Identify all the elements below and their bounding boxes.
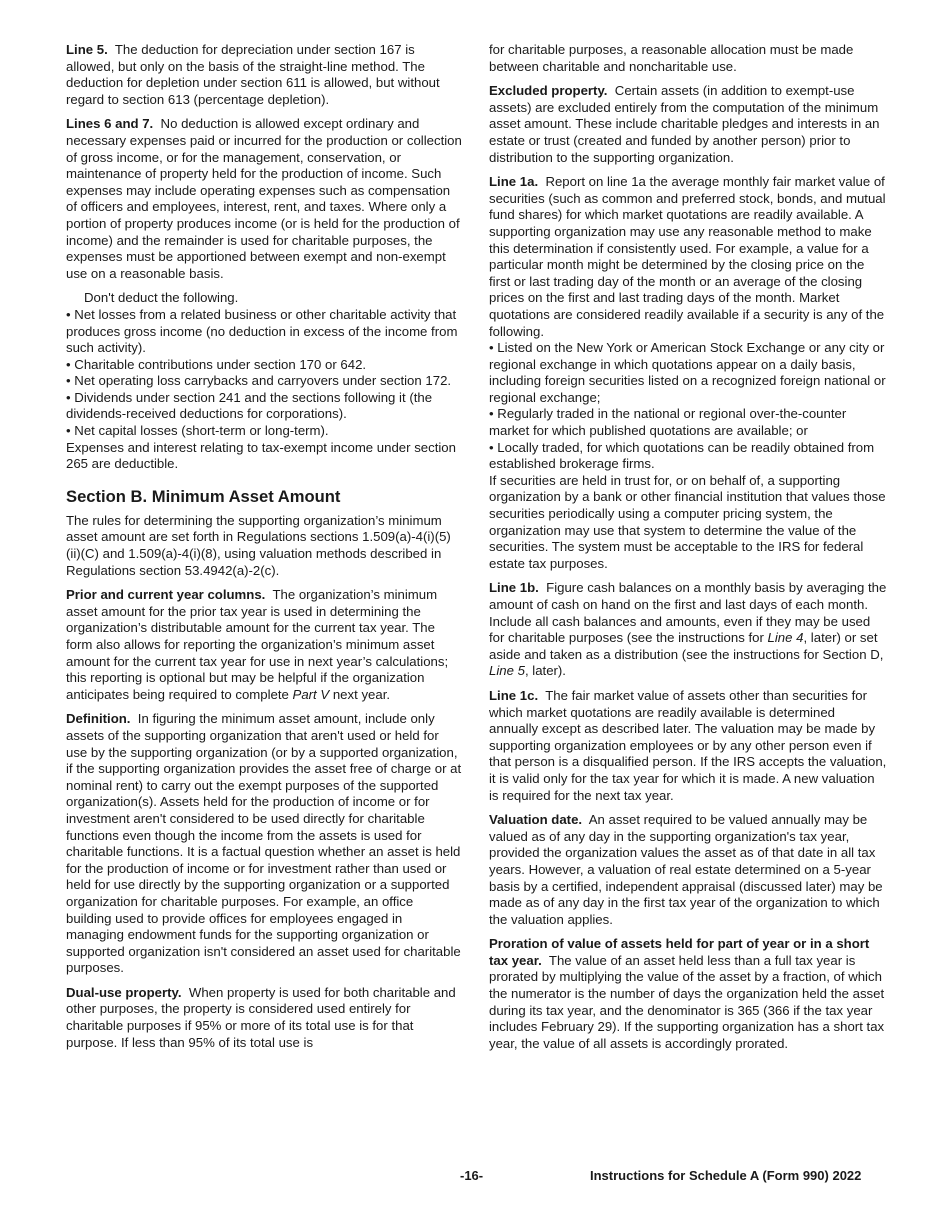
list-item: • Listed on the New York or American Stock Exchange or any city or regional exchange in which quotations appear on a daily basis, including foreign securities listed on a recognized foreign national or regional exchange;	[489, 340, 886, 405]
lines67-paragraph	[66, 116, 462, 282]
list-item: • Dividends under section 241 and the sections following it (the dividends-received deductions for corporations).	[66, 389, 433, 422]
line5-text: The deduction for depreciation under section 167 is allowed, but only on the basis of the straight-line method. The deduction for depletion under section 611 is allowed, but without regard to section 613 (percentage depletion).	[66, 42, 440, 107]
document-title-footer: Instructions for Schedule A (Form 990) 2022	[590, 1168, 862, 1183]
bullet-text: Regularly traded in the national or regional over-the-counter market for which published quotations are available; or	[489, 406, 847, 439]
line4-reference: Line 4	[767, 630, 804, 646]
line1c-heading: Line 1c.	[489, 687, 539, 703]
prior-current-text-end: next year.	[329, 686, 391, 702]
trust-note: If securities are held in trust for, or on behalf of, a supporting organization by a bank or other financial institution that values those securities periodically using a computer pricing system, the organization may use that system to determine the value of the securities. The system must be acceptable to the IRS for federal estate tax purposes.	[489, 472, 886, 571]
lines67-text: No deduction is allowed except ordinary and necessary expenses paid or incurred for the production or collection of gross income, or for the management, conservation, or maintenance of property held for the production of income. Such expenses may include operating expenses such as compensation of officers and employees, interest, rent, and taxes. Where only a portion of property produces income (or is held for the production of income) and the remainder is used for charitable purposes, the expenses must be apportioned between exempt and non-exempt use on a reasonable basis.	[66, 116, 462, 281]
line1b-text-end: , later).	[524, 663, 566, 679]
expenses-note: Expenses and interest relating to tax-exempt income under section 265 are deductible.	[66, 439, 456, 472]
continuation-paragraph: for charitable purposes, a reasonable allocation must be made between charitable and noncharitable use.	[489, 42, 854, 74]
proration-heading: Proration of value of assets held for part of year or in a short tax year.	[489, 936, 870, 968]
dual-use-text: When property is used for both charitable and other purposes, the property is considered used entirely for charitable purposes if 95% or more of its total use is for that purpose. If less than 95% of its total use is	[66, 984, 456, 1050]
definition-paragraph	[66, 711, 462, 977]
line1a-text: Report on line 1a the average monthly fair market value of securities (such as common and preferred stock, bonds, and mutual fund shares) for which market quotations are readily available. A supporting organization may use any reasonable method to make this determination if consistently used. For example, a value for a particular month might be determined by the closing price on the first or last trading day of the month or an average of the closing prices on the first and last trading days of the month. Market quotations are considered readily available if a security is any of the following.	[489, 174, 886, 339]
dual-use-heading: Dual-use property.	[66, 984, 182, 1000]
line1a-paragraph	[489, 174, 887, 340]
dont-deduct-intro: Don't deduct the following.	[84, 290, 239, 306]
valuation-date-text: An asset required to be valued annually may be valued as of any day in the supporting organization's tax year, provided the organization values the asset as of that date in all tax years. However, a valuation of real estate determined on a 5-year basis by a certified, independent appraisal (discussed later) may be made as of any day in the first tax year of the organization to which the valuation applies.	[489, 812, 883, 927]
section-b-title: Section B. Minimum Asset Amount	[66, 486, 341, 506]
line1c-text: The fair market value of assets other than securities for which market quotations are readily available is determined annually except as described later. The valuation may be made by supporting organization employees or by any other person even if that person is a disqualified person. If the IRS accepts the valuation, it is valid only for the tax year for which it is made. A new valuation is required for the next tax year.	[489, 687, 887, 803]
list-item: • Charitable contributions under section 170 or 642.	[66, 356, 367, 372]
proration-paragraph	[489, 936, 887, 1052]
line1a-heading: Line 1a.	[489, 174, 539, 190]
definition-text: In figuring the minimum asset amount, include only assets of the supporting organization that aren't used or held for use by the supporting organization (or by a supported organization, if the supporting organization provides the asset free of charge or at nominal rent) to carry out the exempt purposes of the supported organization(s). Assets held for the production of income or for investment aren't considered to be used directly for charitable functions even though the income from the assets is used for charitable functions. It is a factual question whether an asset is held for the production of income or for investment rather than used or held for use directly by the supporting organization or a supported organization for charitable purposes. For example, an office building used to provide offices for employees engaged in managing endowment funds for the supporting organization or supported organization isn't considered an asset used for charitable purposes.	[66, 711, 462, 976]
right-column	[489, 42, 887, 1060]
bullet-text: Charitable contributions under section 170 or 642.	[74, 356, 367, 372]
page-number: -16-	[460, 1168, 484, 1183]
line1b-paragraph	[489, 580, 887, 680]
valuation-date-heading: Valuation date.	[489, 812, 583, 828]
prior-current-heading: Prior and current year columns.	[66, 587, 266, 603]
list-item: • Locally traded, for which quotations can be readily obtained from established brokerage firms.	[489, 439, 875, 472]
line5-reference: Line 5	[489, 663, 525, 679]
part-v-reference: Part V	[292, 686, 330, 702]
lines67-heading: Lines 6 and 7.	[66, 116, 154, 132]
dual-use-paragraph	[66, 985, 462, 1051]
bullet-text: Listed on the New York or American Stock Exchange or any city or regional exchange in which quotations appear on a daily basis, including foreign securities listed on a recognized foreign national or regional exchange;	[489, 340, 886, 405]
line5-heading: Line 5.	[66, 42, 108, 57]
list-item: • Net capital losses (short-term or long-term).	[66, 423, 329, 439]
bullet-text: Net capital losses (short-term or long-term).	[74, 423, 329, 439]
list-item: • Regularly traded in the national or regional over-the-counter market for which published quotations are available; or	[489, 406, 847, 439]
valuation-date-paragraph	[489, 812, 887, 928]
bullet-text: Net losses from a related business or other charitable activity that produces gross income (no deduction in excess of the income from such activity).	[66, 306, 458, 356]
bullet-text: Dividends under section 241 and the sections following it (the dividends-received deductions for corporations).	[66, 389, 433, 422]
list-item: • Net operating loss carrybacks and carryovers under section 172.	[66, 373, 452, 389]
excluded-heading: Excluded property.	[489, 83, 608, 99]
line1b-text: Figure cash balances on a monthly basis by averaging the amount of cash on hand on the first and last days of each month. Include all cash balances and amounts, even if they may be used for charitable purposes (see the instructions for	[489, 580, 887, 646]
line1b-text-mid: , later) or set aside and taken as a distribution (see the instructions for Section D,	[489, 630, 884, 662]
proration-text: The value of an asset held less than a full tax year is prorated by multiplying the value of the asset by a fraction, of which the numerator is the number of days the organization held the asset during its tax year, and the denominator is 365 (366 if the tax year includes February 29). If the supporting organization has a short tax year, the value of all assets is accordingly prorated.	[489, 952, 885, 1051]
line1c-paragraph	[489, 688, 887, 804]
prior-current-paragraph	[66, 587, 462, 703]
line1b-heading: Line 1b.	[489, 580, 539, 596]
excluded-text: Certain assets (in addition to exempt-use assets) are excluded entirely from the computation of the minimum asset amount. These include charitable pledges and interests in an estate or trust (created and funded by another person) prior to distribution to the supporting organization.	[489, 83, 880, 165]
prior-current-text: The organization’s minimum asset amount for the prior tax year is used in determining the organization’s distributable amount for the current tax year. The form also allows for reporting the organization’s minimum asset amount for the current tax year for use in next year’s calculations; this reporting is optional but may be helpful if the organization anticipates being required to complete	[66, 587, 449, 702]
bullet-text: Net operating loss carrybacks and carryovers under section 172.	[74, 373, 452, 389]
left-column	[66, 42, 462, 1059]
line5-paragraph	[66, 42, 462, 108]
bullet-text: Locally traded, for which quotations can be readily obtained from established brokerage firms.	[489, 439, 875, 472]
excluded-paragraph	[489, 83, 887, 166]
section-b-intro: The rules for determining the supporting organization’s minimum asset amount are set forth in Regulations sections 1.509(a)-4(i)(5)(ii)(C) and 1.509(a)-4(i)(8), using valuation methods described in Regulations section 53.4942(a)-2(c).	[66, 512, 451, 578]
list-item: • Net losses from a related business or other charitable activity that produces gross income (no deduction in excess of the income from such activity).	[66, 306, 458, 356]
definition-heading: Definition.	[66, 711, 131, 727]
